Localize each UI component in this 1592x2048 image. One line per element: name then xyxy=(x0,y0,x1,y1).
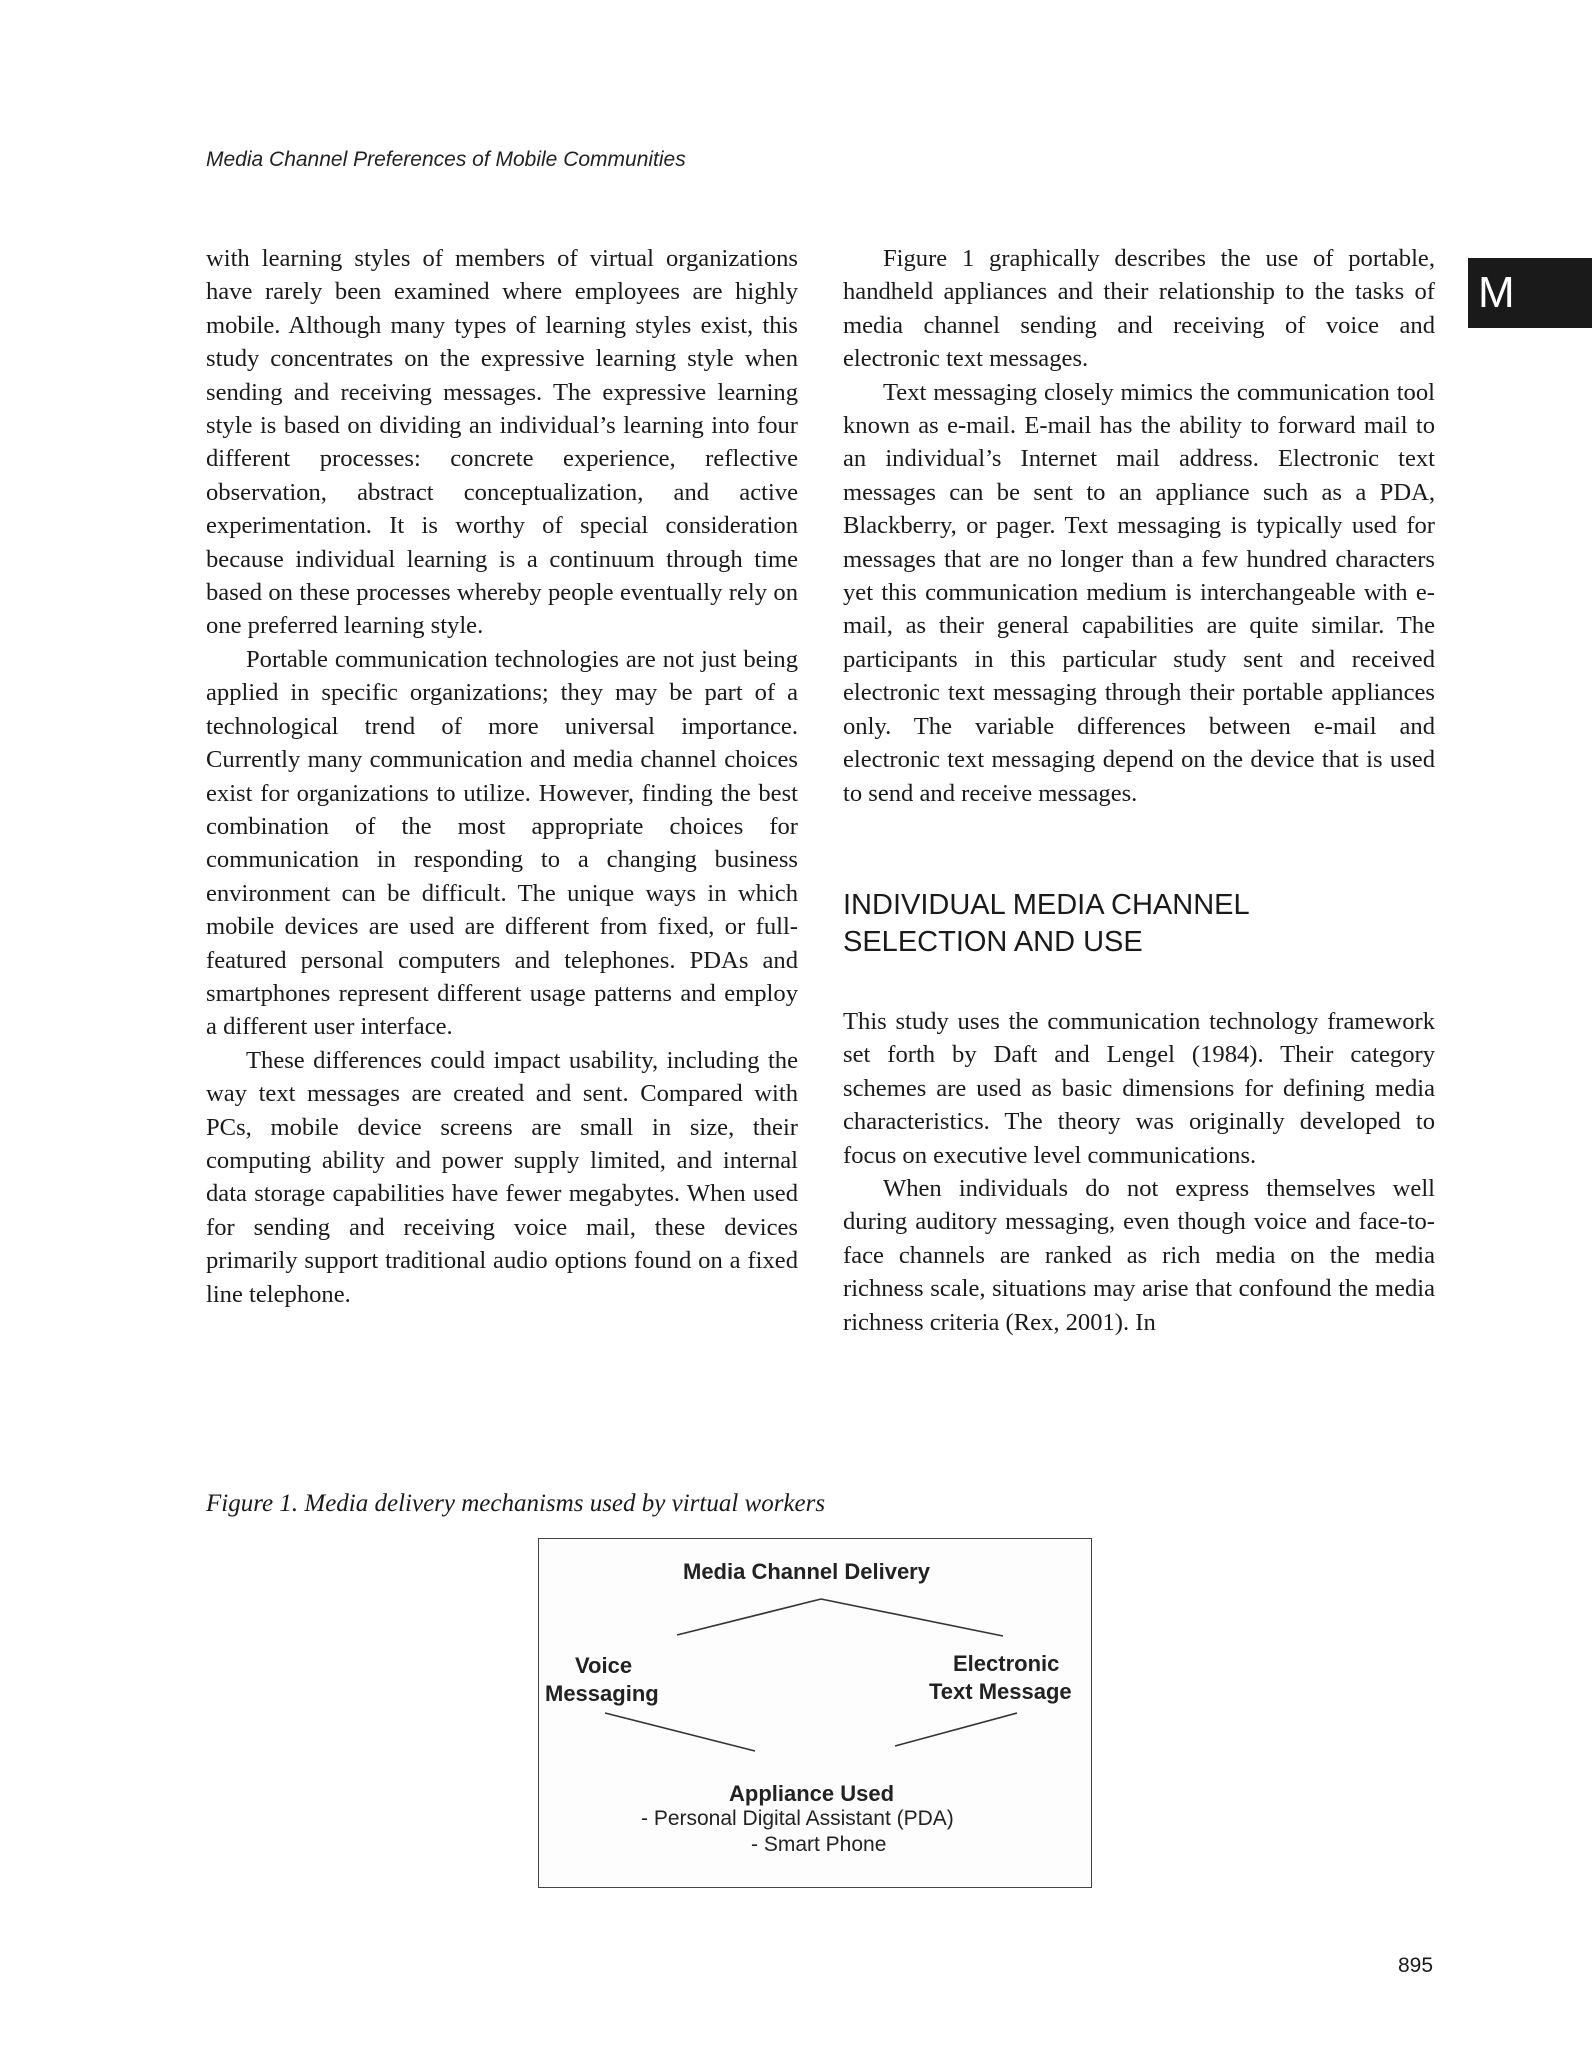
diagram-bottom-item-2: - Smart Phone xyxy=(751,1833,887,1856)
diagram-bottom-label: Appliance Used xyxy=(729,1781,895,1806)
diagram-left-label-line-2: Messaging xyxy=(545,1681,659,1706)
diagram-right-label-line-2: Text Message xyxy=(929,1679,1072,1704)
right-paragraph-1: Figure 1 graphically describes the use of portable, handheld appliances and their relationship to the tasks of media channel sending and receiving of voice and electronic text messages. xyxy=(843,245,1435,373)
right-paragraph-4: When individuals do not express themselves well during auditory messaging, even though voice and face-to-face channels are ranked as rich media on the media richness scale, situations may arise that confound the media richness criteria (Rex, 2001). In xyxy=(843,1174,1435,1336)
section-heading xyxy=(843,887,1435,961)
diagram-bottom-item-1: - Personal Digital Assistant (PDA) xyxy=(641,1807,954,1830)
connector-bottom-left xyxy=(605,1713,755,1751)
page-number: 895 xyxy=(1398,1954,1434,1977)
running-head: Media Channel Preferences of Mobile Communities xyxy=(206,148,686,171)
right-paragraph-3: This study uses the communication technology framework set forth by Daft and Lengel (1984). Their category schemes are used as basic dimensions for defining media characteristics. The theory was originally developed to focus on executive level communications. xyxy=(843,1007,1435,1169)
connector-top-right xyxy=(821,1599,1003,1636)
left-paragraph-3: These differences could impact usability, including the way text messages are created and sent. Compared with PCs, mobile device screens are small in size, their computing ability and power supply limited, and internal data storage capabilities have fewer megabytes. When used for sending and receiving voice mail, these devices primarily support traditional audio options found on a fixed line telephone. xyxy=(206,1046,798,1308)
left-paragraph-1: with learning styles of members of virtual organizations have rarely been examined where employees are highly mobile. Although many types of learning styles exist, this study concentrates on the expressive learning style when sending and receiving messages. The expressive learning style is based on dividing an individual’s learning into four different processes: concrete experience, reflective observation, abstract conceptualization, and active experimentation. It is worthy of special consideration because individual learning is a continuum through time based on these processes whereby people eventually rely on one preferred learning style. xyxy=(206,245,798,640)
left-column xyxy=(206,242,798,1311)
diagram-top-label: Media Channel Delivery xyxy=(683,1559,930,1584)
thumb-index-tab: M xyxy=(1468,258,1592,328)
diagram-right-label-line-1: Electronic xyxy=(953,1651,1060,1676)
diagram-left-label-line-1: Voice xyxy=(575,1653,633,1678)
right-paragraph-2: Text messaging closely mimics the communication tool known as e-mail. E-mail has the ability to forward mail to an individual’s Internet mail address. Electronic text messages can be sent to an appliance such as a PDA, Blackberry, or pager. Text messaging is typically used for messages that are no longer than a few hundred characters yet this communication medium is interchangeable with e-mail, as their general capabilities are quite similar. The participants in this particular study sent and received electronic text messaging through their portable appliances only. The variable differences between e-mail and electronic text messaging depend on the device that is used to send and receive messages. xyxy=(843,378,1435,807)
figure-caption: Figure 1. Media delivery mechanisms used by virtual workers xyxy=(206,1490,826,1517)
figure-diagram xyxy=(538,1538,1092,1888)
section-heading-line-1: INDIVIDUAL MEDIA CHANNEL xyxy=(843,888,1250,921)
connector-top-left xyxy=(677,1599,821,1635)
left-paragraph-2: Portable communication technologies are not just being applied in specific organizations; they may be part of a technological trend of more universal importance. Currently many communication and media channel choices exist for organizations to utilize. However, finding the best combination of the most appropriate choices for communication in responding to a changing business environment can be difficult. The unique ways in which mobile devices are used are different from fixed, or full-featured personal computers and telephones. PDAs and smartphones represent different usage patterns and employ a different user interface. xyxy=(206,645,798,1041)
section-heading-line-2: SELECTION AND USE xyxy=(843,925,1143,958)
right-column xyxy=(843,242,1435,1339)
connector-bottom-right xyxy=(895,1713,1017,1746)
